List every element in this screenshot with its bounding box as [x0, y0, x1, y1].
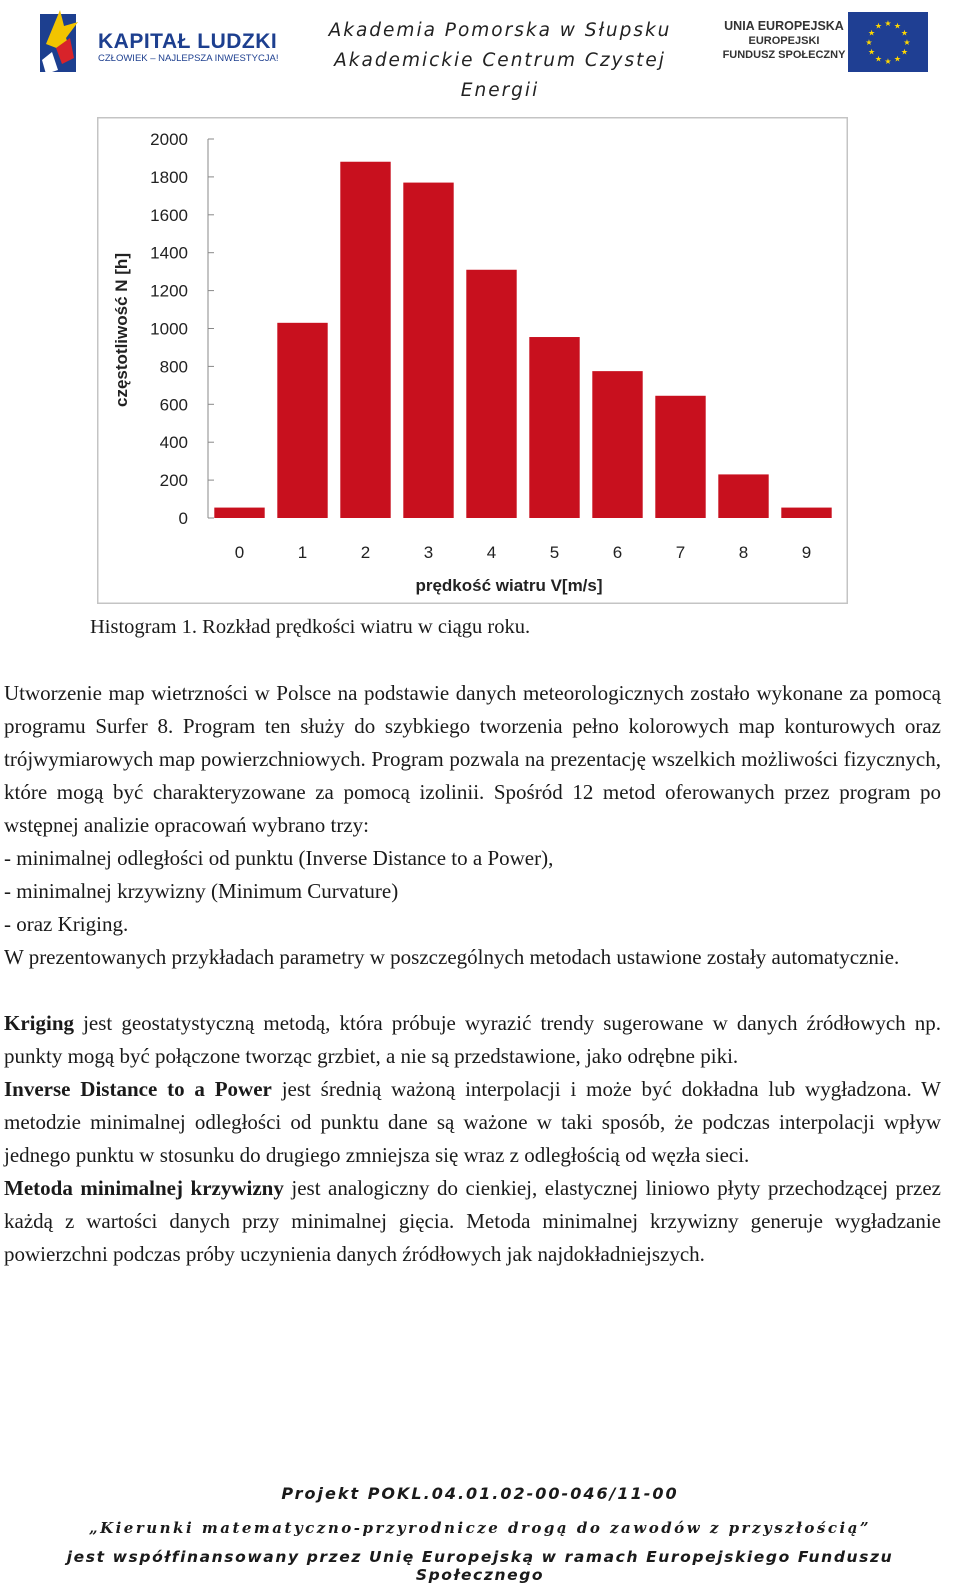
eu-star-icon: ★: [884, 57, 892, 66]
y-tick-label: 1400: [150, 243, 188, 263]
eu-star-icon: ★: [900, 47, 909, 57]
eu-star-icon: ★: [874, 21, 883, 31]
paragraph-min-curvature: [4, 1172, 941, 1271]
y-tick-label: 1800: [150, 167, 188, 187]
idp-description: jest średnią ważoną interpolacji i może być dokładna lub wygładzona. W metodzie minimalnej odległości od punktu dane są ważone w taki sposób, że podczas interpolacji wpływ jednego punktu w stosunku do drugiego zmniejsza się wraz z odległością od węzła sieci.: [4, 1077, 942, 1167]
x-tick-label: 9: [801, 543, 812, 562]
eu-label-line-1: UNIA EUROPEJSKA: [724, 19, 844, 33]
x-tick-label: 1: [297, 543, 308, 562]
paragraph-gap: [4, 974, 941, 1007]
eu-star-icon: ★: [867, 28, 876, 38]
y-tick-label: 1200: [150, 281, 188, 301]
list-item: - minimalnej odległości od punktu (Inverse Distance to a Power),: [4, 846, 554, 870]
x-tick-label: 8: [738, 543, 749, 562]
body-text: [4, 677, 941, 1271]
bar: [592, 371, 642, 518]
eu-star-icon: ★: [893, 21, 902, 31]
y-tick-label: 1000: [150, 319, 188, 339]
eu-star-icon: ★: [884, 19, 892, 28]
bar: [466, 270, 516, 518]
bar: [214, 508, 264, 518]
page-header: [0, 0, 960, 101]
eu-label-line-3: FUNDUSZ SPOŁECZNY: [722, 49, 846, 61]
footer-funding: jest współfinansowany przez Unię Europejską w ramach Europejskiego Funduszu Społecznego: [66, 1548, 894, 1584]
footer-project-number: Projekt POKL.04.01.02-00-046/11-00: [281, 1484, 679, 1503]
wind-speed-histogram: [97, 117, 848, 604]
y-tick-label: 400: [159, 433, 188, 453]
eu-fund-label: [722, 18, 846, 62]
y-tick-label: 0: [178, 509, 188, 528]
bar: [781, 508, 831, 518]
institution-name: [300, 16, 700, 106]
bar: [403, 183, 453, 518]
kapital-ludzki-subtitle: CZŁOWIEK – NAJLEPSZA INWESTYCJA!: [98, 53, 279, 64]
term-kriging: Kriging: [4, 1011, 75, 1035]
kapital-ludzki-title: KAPITAŁ LUDZKI: [98, 30, 278, 53]
figure-caption: Histogram 1. Rozkład prędkości wiatru w ciągu roku.: [90, 616, 531, 638]
eu-star-icon: ★: [893, 54, 902, 64]
y-axis-title: częstotliwość N [h]: [112, 253, 131, 407]
institution-line-1: Akademia Pomorska w Słupsku: [328, 20, 672, 41]
eu-label-line-2: EUROPEJSKI: [748, 35, 820, 47]
y-tick-label: 1600: [150, 205, 188, 225]
x-axis-title: prędkość wiatru V[m/s]: [415, 576, 603, 595]
bar: [277, 323, 327, 518]
min-curvature-description: jest analogiczny do cienkiej, elastycznej liniowo płyty przechodzącej przez każdą z wartości danych przy minimalnej gięcia. Metoda minimalnej krzywizny generuje wygładzanie powierzchni podczas próby uczynienia danych źródłowych jak najdokładniejszych.: [4, 1176, 941, 1266]
bar: [718, 474, 768, 518]
x-tick-label: 3: [423, 543, 434, 562]
y-tick-label: 2000: [150, 130, 188, 149]
y-tick-label: 600: [159, 395, 188, 415]
footer-project-title: „Kierunki matematyczno-przyrodnicze drogą do zawodów z przyszłością”: [88, 1519, 872, 1537]
list-item: - oraz Kriging.: [4, 912, 129, 936]
eu-star-icon: ★: [874, 54, 883, 64]
x-tick-label: 7: [675, 543, 686, 562]
paragraph-idp: [4, 1073, 941, 1172]
y-tick-label: 200: [159, 471, 188, 491]
eu-star-icon: ★: [900, 28, 909, 38]
kriging-description: jest geostatystyczną metodą, która próbuje wyrazić trendy sugerowane w danych źródłowych np. punkty mogą być połączone tworząc grzbiet, a nie są przedstawione, jako odrębne piki.: [4, 1011, 941, 1068]
x-tick-label: 4: [486, 543, 497, 562]
eu-star-icon: ★: [867, 47, 876, 57]
bar: [340, 162, 390, 518]
paragraph-kriging: [4, 1007, 941, 1073]
x-tick-label: 0: [234, 543, 245, 562]
eu-star-icon: ★: [903, 38, 911, 47]
y-tick-label: 800: [159, 357, 188, 377]
institution-line-2: Akademickie Centrum Czystej Energii: [334, 50, 666, 101]
eu-flag-icon: [848, 12, 928, 72]
x-tick-label: 2: [360, 543, 371, 562]
bar: [529, 337, 579, 518]
paragraph-intro: Utworzenie map wietrzności w Polsce na podstawie danych meteorologicznych zostało wykonane za pomocą programu Surfer 8. Program ten służy do szybkiego tworzenia pełno kolorowych map konturowych oraz trójwymiarowych map powierzchniowych. Program pozwala na prezentację wszelkich możliwości fizycznych, które mogą być charakteryzowane za pomocą izolinii. Spośród 12 metod oferowanych przez program po wstępnej analizie opracowań wybrano trzy:: [4, 681, 941, 837]
x-tick-label: 6: [612, 543, 623, 562]
x-tick-label: 5: [549, 543, 560, 562]
eu-star-icon: ★: [865, 38, 873, 47]
list-item: - minimalnej krzywizny (Minimum Curvature): [4, 879, 399, 903]
paragraph-parameters: W prezentowanych przykładach parametry w poszczególnych metodach ustawione zostały automatycznie.: [4, 945, 900, 969]
term-idp: Inverse Distance to a Power: [4, 1077, 272, 1101]
term-min-curvature: Metoda minimalnej krzywizny: [4, 1176, 284, 1200]
bar: [655, 396, 705, 518]
